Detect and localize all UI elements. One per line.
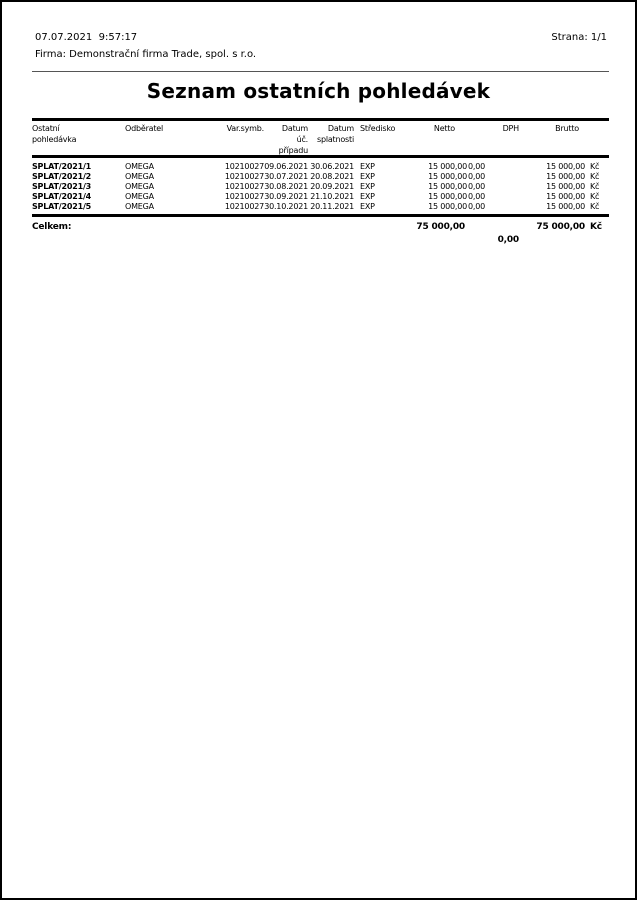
table-row — [32, 162, 609, 172]
cell-center: EXP — [360, 202, 375, 211]
table-header-row — [32, 123, 609, 156]
totals-label: Celkem: — [32, 222, 72, 232]
column-header-netto: Netto — [433, 124, 455, 133]
column-header-due-date-line2: splatnosti — [316, 135, 354, 144]
cell-due-date: 20.08.2021 — [310, 172, 354, 181]
cell-netto: 15 000,00 — [428, 202, 467, 211]
cell-var-symbol: 10210027 — [224, 182, 264, 191]
cell-customer: OMEGA — [125, 162, 154, 171]
page-indicator: Strana: 1/1 — [551, 32, 607, 43]
cell-receivable-id: SPLAT/2021/1 — [32, 162, 92, 171]
cell-receivable-id: SPLAT/2021/5 — [32, 202, 92, 211]
report-header — [35, 31, 607, 44]
cell-currency: Kč — [590, 162, 600, 171]
cell-vat: 0,00 — [467, 172, 485, 181]
cell-currency: Kč — [590, 182, 600, 191]
totals-vat: 0,00 — [497, 235, 519, 245]
cell-customer: OMEGA — [125, 172, 154, 181]
table-row — [32, 192, 609, 202]
table-row — [32, 172, 609, 182]
cell-netto: 15 000,00 — [428, 172, 467, 181]
column-header-var-symbol: Var.symb. — [226, 124, 264, 133]
cell-center: EXP — [360, 192, 375, 201]
column-header-customer: Odběratel — [125, 124, 164, 133]
cell-currency: Kč — [590, 172, 600, 181]
company-name: Firma: Demonstrační firma Trade, spol. s r.o. — [35, 49, 257, 60]
cell-receivable-id: SPLAT/2021/4 — [32, 192, 92, 201]
column-header-center: Středisko — [360, 124, 396, 133]
cell-currency: Kč — [590, 192, 600, 201]
cell-vat: 0,00 — [467, 182, 485, 191]
cell-customer: OMEGA — [125, 192, 154, 201]
cell-brutto: 15 000,00 — [546, 162, 585, 171]
cell-currency: Kč — [590, 202, 600, 211]
cell-due-date: 30.06.2021 — [310, 162, 354, 171]
cell-doc-date: 30.07.2021 — [264, 172, 308, 181]
cell-brutto: 15 000,00 — [546, 192, 585, 201]
table-row — [32, 202, 609, 212]
cell-due-date: 20.11.2021 — [310, 202, 354, 211]
cell-brutto: 15 000,00 — [546, 172, 585, 181]
cell-var-symbol: 10210027 — [224, 192, 264, 201]
table-top-rule — [32, 118, 609, 121]
cell-netto: 15 000,00 — [428, 192, 467, 201]
cell-vat: 0,00 — [467, 202, 485, 211]
column-header-receivable-line1: Ostatní — [32, 124, 60, 133]
cell-var-symbol: 10210027 — [224, 172, 264, 181]
cell-netto: 15 000,00 — [428, 162, 467, 171]
header-bottom-rule — [32, 155, 609, 158]
cell-doc-date: 30.10.2021 — [264, 202, 308, 211]
cell-center: EXP — [360, 182, 375, 191]
totals-vat-row — [32, 235, 609, 246]
print-datetime: 07.07.2021 9:57:17 — [35, 32, 138, 43]
cell-var-symbol: 10210027 — [224, 202, 264, 211]
column-header-doc-date-line2: úč. — [296, 135, 308, 144]
cell-brutto: 15 000,00 — [546, 202, 585, 211]
column-header-receivable-line2: pohledávka — [32, 135, 77, 144]
column-header-doc-date-line1: Datum — [281, 124, 308, 133]
cell-receivable-id: SPLAT/2021/3 — [32, 182, 92, 191]
table-row — [32, 182, 609, 192]
totals-currency: Kč — [590, 222, 602, 232]
cell-doc-date: 30.09.2021 — [264, 192, 308, 201]
column-header-receivable — [32, 123, 125, 145]
totals-brutto: 75 000,00 — [536, 222, 585, 232]
column-header-doc-date — [264, 123, 308, 156]
cell-customer: OMEGA — [125, 202, 154, 211]
cell-doc-date: 30.08.2021 — [264, 182, 308, 191]
column-header-due-date-line1: Datum — [327, 124, 354, 133]
cell-receivable-id: SPLAT/2021/2 — [32, 172, 92, 181]
totals-netto: 75 000,00 — [416, 222, 465, 232]
header-divider — [32, 71, 609, 72]
totals-row — [32, 222, 609, 233]
column-header-brutto: Brutto — [555, 124, 579, 133]
cell-due-date: 20.09.2021 — [310, 182, 354, 191]
column-header-vat: DPH — [502, 124, 519, 133]
cell-var-symbol: 10210027 — [224, 162, 264, 171]
table-footer-rule — [32, 214, 609, 217]
column-header-due-date — [308, 123, 354, 145]
column-header-doc-date-line3: případu — [278, 146, 308, 155]
cell-due-date: 21.10.2021 — [310, 192, 354, 201]
cell-center: EXP — [360, 172, 375, 181]
cell-brutto: 15 000,00 — [546, 182, 585, 191]
cell-vat: 0,00 — [467, 162, 485, 171]
report-title: Seznam ostatních pohledávek — [146, 79, 491, 103]
cell-netto: 15 000,00 — [428, 182, 467, 191]
cell-doc-date: 09.06.2021 — [264, 162, 308, 171]
cell-customer: OMEGA — [125, 182, 154, 191]
cell-center: EXP — [360, 162, 375, 171]
cell-vat: 0,00 — [467, 192, 485, 201]
